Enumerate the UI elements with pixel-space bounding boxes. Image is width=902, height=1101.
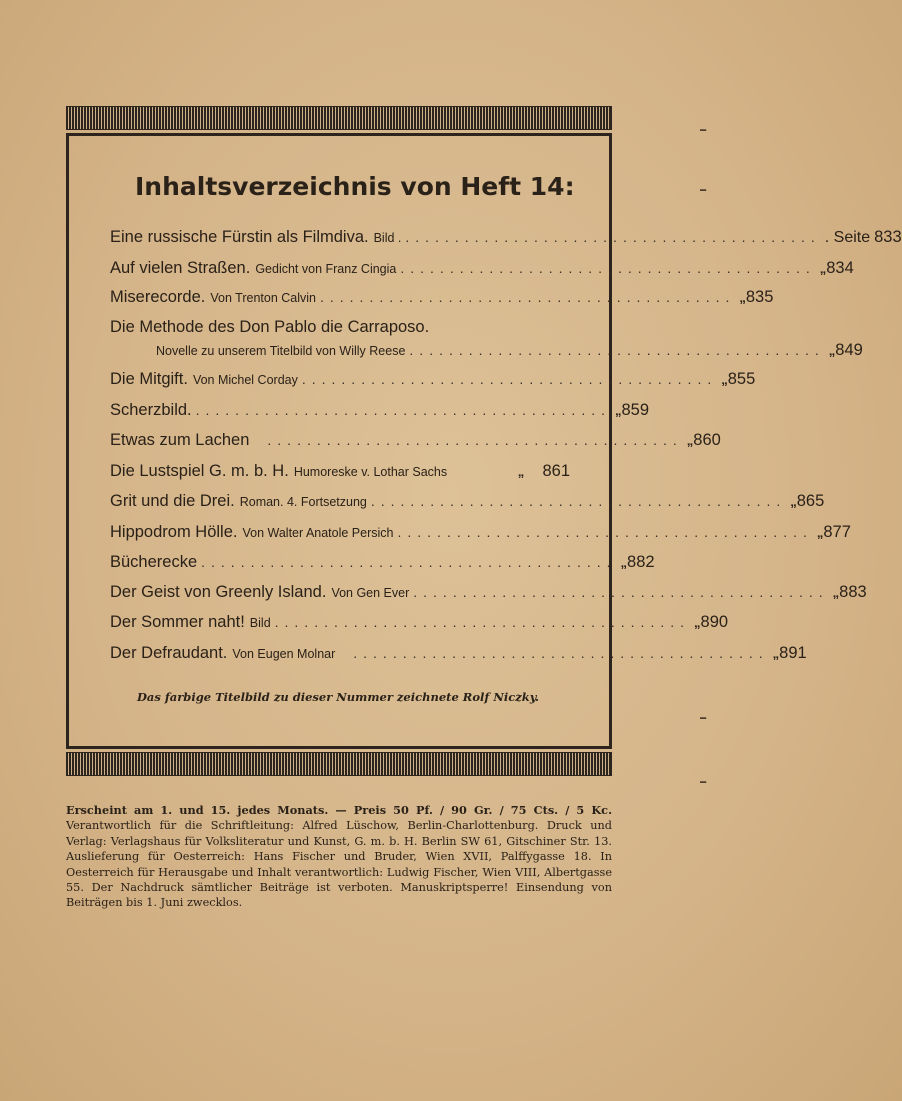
toc-entry <box>110 523 851 547</box>
entry-title: Etwas zum Lachen <box>110 431 250 449</box>
entry-subtitle: Gedicht von Franz Cingia <box>255 262 397 276</box>
entry-title: Auf vielen Straßen. <box>110 259 251 277</box>
leader-dots: .......................................... <box>397 524 813 540</box>
toc-entry <box>110 370 756 394</box>
entry-page: 860 <box>693 431 721 449</box>
entry-title: Der Defraudant. <box>110 644 228 662</box>
imprint-text: Verantwortlich für die Schriftleitung: Alfred Lüschow, Berlin-Charlottenburg. Druck und Verlag: Verlagshaus für Volksliteratur und Kunst, G. m. b. H. Berlin SW 61, Gitschiner Str. 13. Auslieferung für Oesterreich: Hans Fischer und Bruder, Wien XVII, Palffygasse 18. In Oesterreich für Herausgabe und Inhalt verantwortlich: Ludwig Fischer, Wien VIII, Albertgasse 55. Der Nachdruck sämtlicher Beiträge ist verboten. Manuskriptsperre! Einsendung von Beiträgen bis 1. Juni zwecklos. <box>66 819 612 910</box>
toc-entry <box>110 613 729 637</box>
entry-title: Grit und die Drei. <box>110 492 235 510</box>
decorative-stripe-bottom <box>66 752 612 776</box>
entry-page: 833 <box>874 228 902 246</box>
entry-page: 882 <box>627 553 655 571</box>
entry-title: Bücherecke <box>110 553 198 571</box>
entry-prefix: „ <box>686 433 694 448</box>
entry-page: 834 <box>826 259 854 277</box>
entry-page: 849 <box>835 341 863 359</box>
entry-title: Scherzbild. <box>110 401 192 419</box>
imprint-lead: Erscheint am 1. und 15. jedes Monats. — Preis 50 Pf. / 90 Gr. / 75 Cts. / 5 Kc. <box>66 803 612 817</box>
entry-subtitle: Von Eugen Molnar <box>232 647 336 661</box>
toc-entry <box>110 228 902 252</box>
entry-prefix: „ <box>828 343 836 358</box>
entry-subtitle: Humoreske v. Lothar Sachs <box>293 465 448 479</box>
toc-entry <box>110 259 854 283</box>
entry-subtitle: Von Gen Ever <box>331 586 410 600</box>
decorative-stripe-top <box>66 106 612 130</box>
entry-page: 861 <box>542 462 570 480</box>
entry-title: Hippodrom Hölle. <box>110 523 238 541</box>
toc-entry <box>110 431 721 455</box>
leader-dots: .......................................... <box>370 493 787 509</box>
entry-title: Eine russische Fürstin als Filmdiva. <box>110 228 369 246</box>
entry-subtitle: Von Michel Corday <box>192 373 298 387</box>
entry-subtitle: Bild . <box>373 231 402 245</box>
toc-entry <box>110 492 825 516</box>
entry-subtitle: Roman. 4. Fortsetzung <box>239 495 367 509</box>
toc-entry <box>110 583 867 607</box>
entry-page: 890 <box>700 613 729 631</box>
entry-page: 865 <box>796 492 825 510</box>
toc-entry <box>110 644 807 668</box>
imprint <box>66 803 612 911</box>
entry-prefix: „ <box>772 646 780 661</box>
entry-prefix: „ <box>620 555 628 570</box>
entry-title: Der Sommer naht! <box>110 613 245 631</box>
leader-dots: .......................................... <box>320 289 736 305</box>
leader-dots: .......................................... <box>195 402 611 418</box>
toc-entry-continuation <box>110 341 863 363</box>
entry-page: 877 <box>823 523 851 541</box>
entry-prefix: „ <box>816 525 824 540</box>
edge-clip-mark: ╶ <box>693 120 706 142</box>
toc-entry <box>110 288 774 312</box>
entry-subtitle: Novelle zu unserem Titelbild von Willy Reese <box>156 344 406 358</box>
entry-page: 855 <box>727 370 756 388</box>
entry-prefix: „ <box>694 615 701 630</box>
leader-dots: .......................................... <box>274 614 691 630</box>
leader-dots: .......................................... <box>353 645 769 661</box>
toc-entry <box>110 401 650 425</box>
entry-subtitle: Von Walter Anatole Persich <box>242 526 394 540</box>
toc-title: Inhaltsverzeichnis von Heft 14: <box>135 172 575 201</box>
entry-page: 859 <box>621 401 650 419</box>
leader-dots: .......................................... <box>267 432 683 448</box>
entry-title: Miserecorde. <box>110 288 206 306</box>
entry-page: 835 <box>745 288 774 306</box>
entry-title: Die Mitgift. <box>110 370 188 388</box>
cover-illustration-note: Das farbige Titelbild zu dieser Nummer zeichnete Rolf Niczky. <box>136 690 540 704</box>
entry-prefix: „ <box>615 403 622 418</box>
toc-entry <box>110 318 570 342</box>
leader-dots: .......................................... <box>400 260 816 276</box>
leader-dots: .......................................... <box>413 584 829 600</box>
entry-prefix: „ <box>721 372 728 387</box>
toc-entry <box>110 553 655 577</box>
edge-clip-mark: ╶ <box>693 180 706 202</box>
entry-subtitle: Bild <box>249 616 271 630</box>
leader-dots: .......................................... <box>405 229 821 245</box>
toc-entry <box>110 462 570 486</box>
entry-prefix: „ <box>517 464 525 479</box>
entry-prefix: „ <box>832 585 840 600</box>
entry-page: 891 <box>779 644 807 662</box>
leader-dots: .......................................... <box>301 371 718 387</box>
entry-subtitle: Von Trenton Calvin <box>210 291 316 305</box>
leader-dots: .......................................... <box>409 342 825 358</box>
entry-title: Der Geist von Greenly Island. <box>110 583 327 601</box>
edge-clip-mark: ╶ <box>693 772 706 794</box>
entry-prefix: „ <box>739 290 746 305</box>
entry-prefix: „ <box>819 261 827 276</box>
entry-title: Die Lustspiel G. m. b. H. <box>110 462 289 480</box>
entry-page: 883 <box>839 583 867 601</box>
edge-clip-mark: ╶ <box>693 708 706 730</box>
entry-prefix: . Seite <box>824 229 871 246</box>
leader-dots: .......................................... <box>201 554 617 570</box>
entry-prefix: „ <box>790 494 797 509</box>
entry-title: Die Methode des Don Pablo die Carraposo. <box>110 318 430 336</box>
